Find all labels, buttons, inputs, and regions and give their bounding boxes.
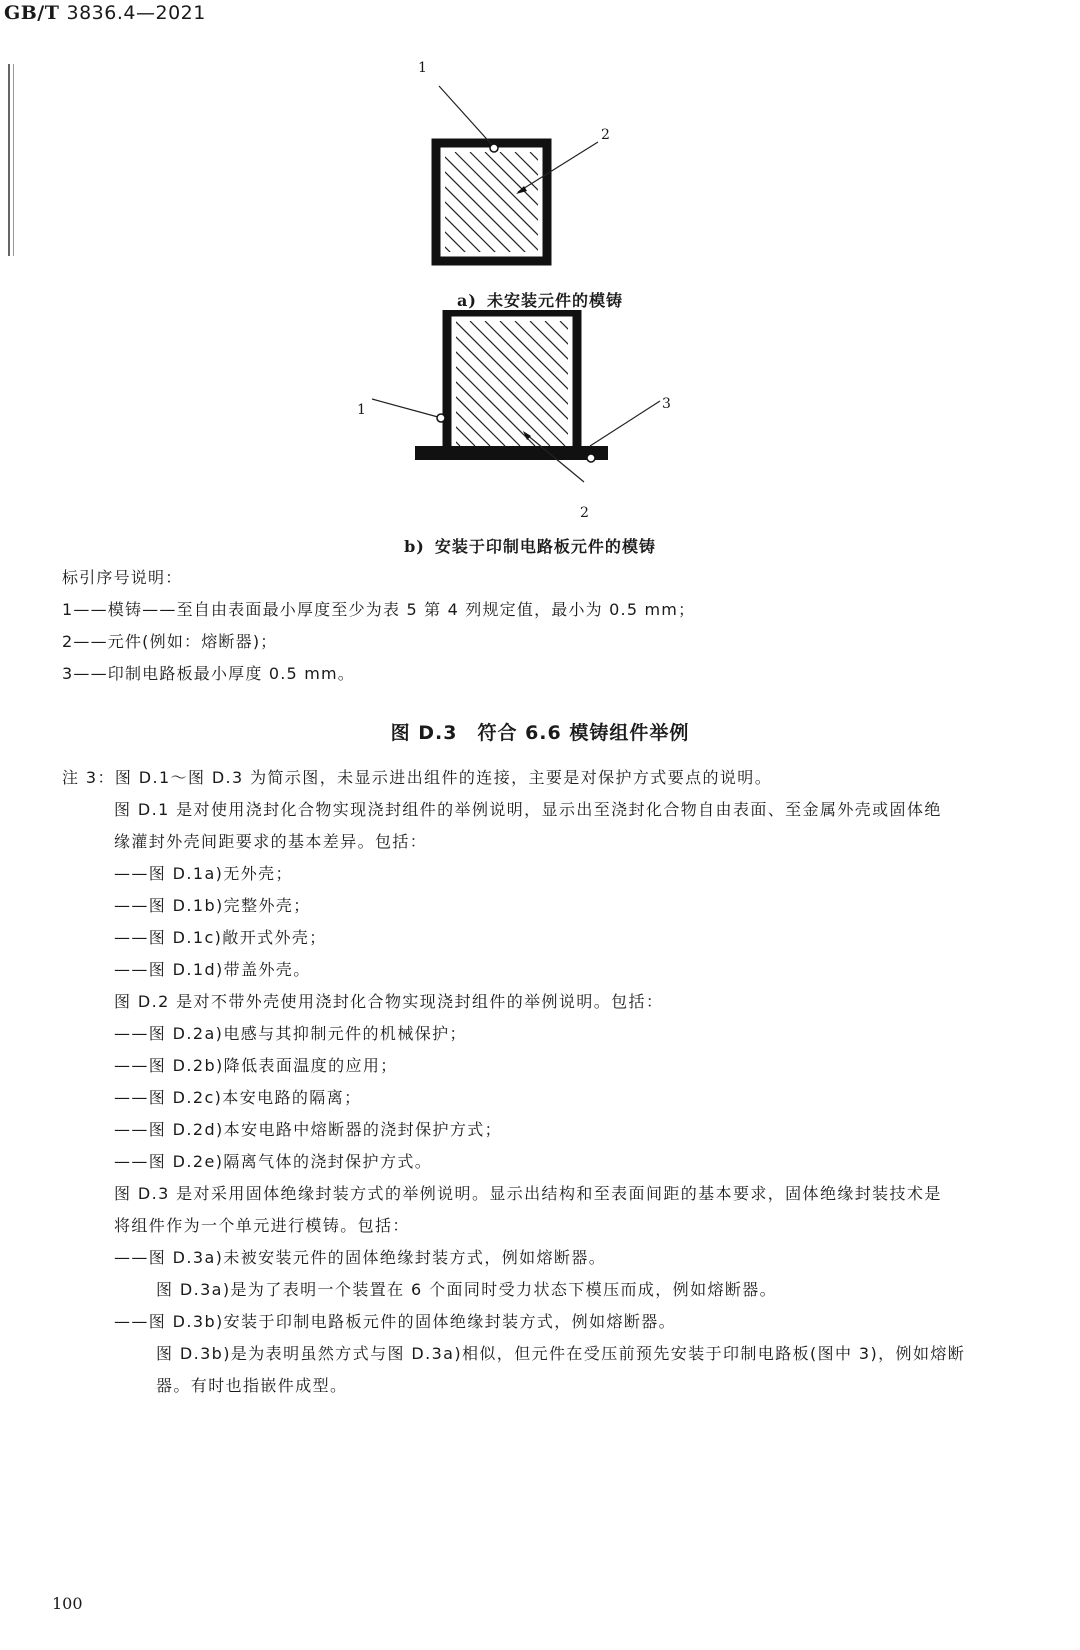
pcb-b: [415, 446, 608, 460]
note-line-18: ——图 D.3b)安装于印制电路板元件的固体绝缘封装方式，例如熔断器。: [114, 1312, 677, 1331]
note-line-9: ——图 D.2a)电感与其抑制元件的机械保护；: [114, 1024, 467, 1043]
legend-item-3: 3——印制电路板最小厚度 0.5 mm。: [62, 664, 355, 683]
figure-a-diagram: [420, 60, 640, 280]
note-line-2: 图 D.1 是对使用浇封化合物实现浇封组件的举例说明，显示出至浇封化合物自由表面、至金属外壳或固体绝: [114, 800, 942, 819]
note-line-17: 图 D.3a)是为了表明一个装置在 6 个面同时受力状态下模压而成，例如熔断器。: [156, 1280, 778, 1299]
note-line-7: ——图 D.1d)带盖外壳。: [114, 960, 311, 979]
legend-heading: 标引序号说明：: [62, 568, 183, 587]
figure-b-callout-2: 2: [580, 505, 589, 521]
note-line-19: 图 D.3b)是为表明虽然方式与图 D.3a)相似，但元件在受压前预先安装于印制电路板(图中 3)，例如熔断: [156, 1344, 966, 1363]
leader-dot-1-a: [490, 144, 498, 152]
note-line-12: ——图 D.2d)本安电路中熔断器的浇封保护方式；: [114, 1120, 503, 1139]
figure-b-callout-1: 1: [357, 402, 366, 418]
leader-line-1-a: [439, 86, 493, 146]
figure-b-callout-3: 3: [662, 396, 671, 412]
standard-prefix: GB/T: [4, 2, 60, 24]
figure-title: 图 D.3 符合 6.6 模铸组件举例: [390, 722, 690, 744]
note-line-3: 缘灌封外壳间距要求的基本差异。包括：: [114, 832, 428, 851]
leader-dot-3-b: [587, 454, 595, 462]
leader-line-3-b: [590, 401, 660, 446]
standard-number: 3836.4—2021: [66, 2, 206, 24]
legend-item-1: 1——模铸——至自由表面最小厚度至少为表 5 第 4 列规定值，最小为 0.5 mm；: [62, 600, 696, 619]
figure-b-caption-text: 安装于印制电路板元件的模铸: [434, 537, 656, 556]
standard-code: [4, 2, 206, 24]
mould-body-a: [436, 143, 547, 261]
figure-a-callout-2: 2: [601, 127, 610, 143]
note-line-15: 将组件作为一个单元进行模铸。包括：: [114, 1216, 410, 1235]
figure-a-callout-1: 1: [418, 60, 427, 76]
binding-margin-bar: [8, 64, 14, 256]
figure-a-caption-tag: a): [457, 291, 477, 310]
component-hatch-b: [360, 321, 685, 446]
note-line-5: ——图 D.1b)完整外壳；: [114, 896, 311, 915]
figure-a-caption: [340, 288, 740, 311]
note-line-11: ——图 D.2c)本安电路的隔离；: [114, 1088, 362, 1107]
component-hatch-a: [420, 152, 640, 272]
leader-dot-1-b: [437, 414, 445, 422]
figure-a-caption-text: 未安装元件的模铸: [486, 291, 623, 310]
note-line-1: 注 3：图 D.1～图 D.3 为简示图，未显示进出组件的连接，主要是对保护方式要点的说明。: [62, 768, 773, 787]
note-line-4: ——图 D.1a)无外壳；: [114, 864, 293, 883]
page-number: 100: [52, 1594, 83, 1613]
note-line-10: ——图 D.2b)降低表面温度的应用；: [114, 1056, 398, 1075]
figure-a-svg: [420, 60, 640, 280]
note-line-8: 图 D.2 是对不带外壳使用浇封化合物实现浇封组件的举例说明。包括：: [114, 992, 664, 1011]
note-line-14: 图 D.3 是对采用固体绝缘封装方式的举例说明。显示出结构和至表面间距的基本要求，固体绝缘封装技术是: [114, 1184, 942, 1203]
legend-item-2: 2——元件(例如：熔断器)；: [62, 632, 278, 651]
figure-b-svg: [360, 310, 690, 530]
figure-b-caption: [320, 534, 740, 557]
note-line-13: ——图 D.2e)隔离气体的浇封保护方式。: [114, 1152, 433, 1171]
figure-b-caption-tag: b): [404, 537, 425, 556]
figure-b-diagram: [360, 310, 690, 530]
leader-line-1-b: [372, 399, 438, 417]
note-line-20: 器。有时也指嵌件成型。: [156, 1376, 348, 1395]
note-line-16: ——图 D.3a)未被安装元件的固体绝缘封装方式，例如熔断器。: [114, 1248, 607, 1267]
note-line-6: ——图 D.1c)敞开式外壳；: [114, 928, 327, 947]
